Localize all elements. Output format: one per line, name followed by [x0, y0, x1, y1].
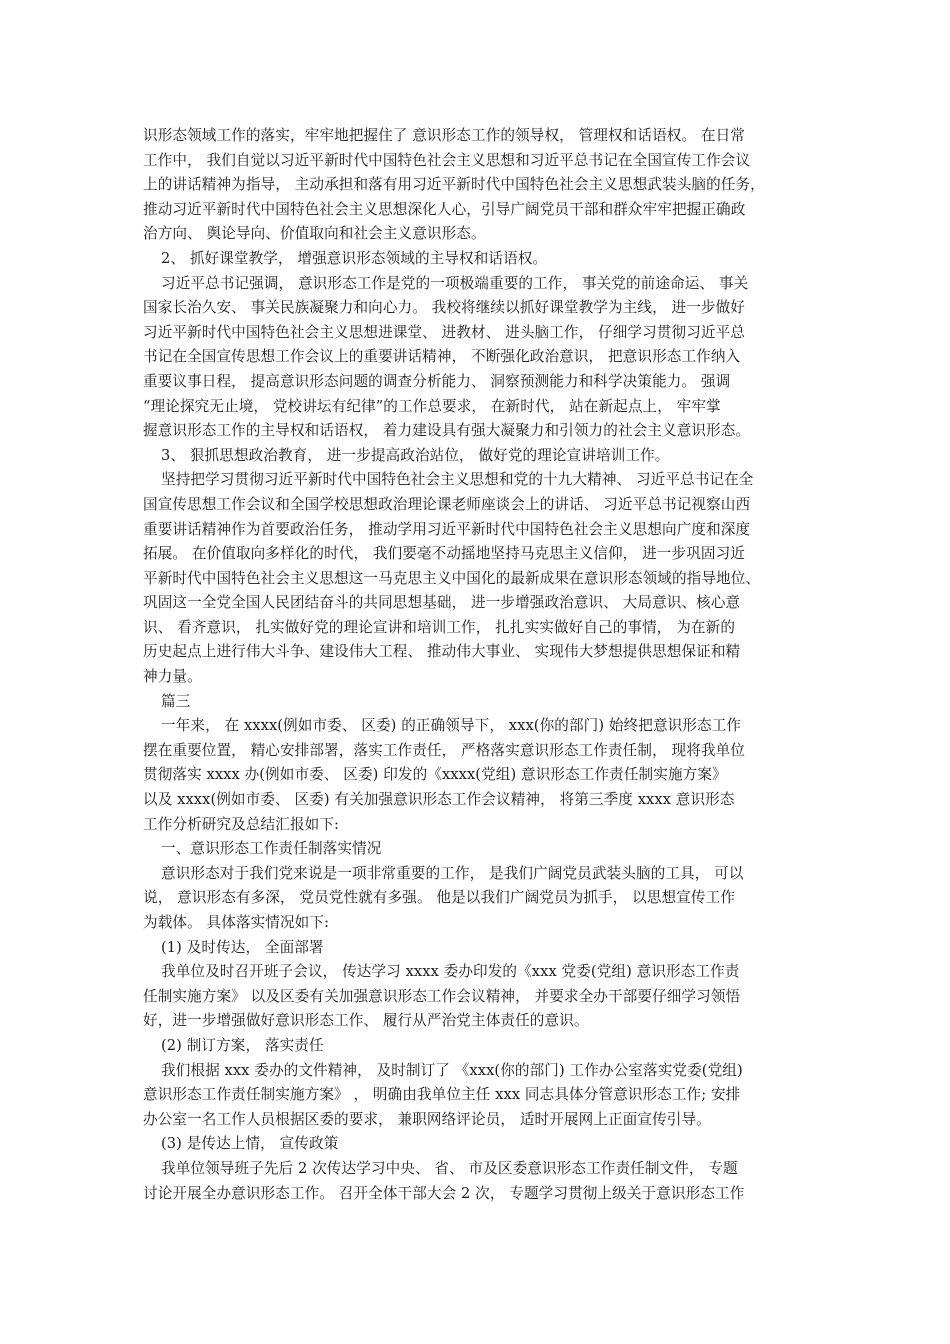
text-line: 篇三 [161, 692, 191, 710]
text-line: 以及 xxxx(例如市委、 区委) 有关加强意识形态工作会议精神， 将第三季度 xxxx 意识形态 [143, 791, 735, 809]
text-line: 平新时代中国特色社会主义思想这一马克思主义中国化的最新成果在意识形态领域的指导地位、 [143, 569, 761, 587]
text-line: 上的讲话精神为指导， 主动承担和落有用习近平新时代中国特色社会主义思想武装头脑的任务， [143, 176, 765, 194]
text-line: 2、 抓好课堂教学， 增强意识形态领域的主导权和话语权。 [161, 249, 548, 267]
text-line: 3、 狠抓思想政治教育， 进一步提高政治站位， 做好党的理论宣讲培训工作。 [161, 446, 670, 464]
text-line: 国宣传思想工作会议和全国学校思想政治理论课老师座谈会上的讲话、 习近平总书记视察山西 [143, 495, 751, 513]
text-line: 办公室一名工作人员根据区委的要求， 兼职网络评论员， 适时开展网上正面宣传引导。 [143, 1110, 711, 1128]
text-line: 历史起点上进行伟大斗争、建设伟大工程、 推动伟大事业、 实现伟大梦想提供思想保证和精 [143, 643, 741, 661]
text-line: 一年来， 在 xxxx(例如市委、 区委) 的正确领导下， xxx(你的部门) 始终把意识形态工作 [161, 717, 742, 735]
text-line: 习近平新时代中国特色社会主义思想进课堂、 进教材、 进头脑工作， 仔细学习贯彻习近平总 [143, 323, 745, 341]
text-line: 我单位及时召开班子会议， 传达学习 xxxx 委办印发的《xxx 党委(党组) 意识形态工作责 [161, 963, 740, 981]
text-line: (3) 是传达上情， 宣传政策 [161, 1135, 339, 1153]
text-line: 识形态领域工作的落实，牢牢地把握住了 意识形态工作的领导权， 管理权和话语权。 在日常 [143, 127, 745, 144]
text-line: 意识形态工作责任制实施方案》 ， 明确由我单位主任 xxx 同志具体分管意识形态工作; 安排 [143, 1086, 741, 1104]
document-body [143, 124, 823, 1206]
text-line: 我单位领导班子先后 2 次传达学习中央、 省、 市及区委意识形态工作责任制文件， 专题 [161, 1159, 738, 1177]
text-line: 治方向、 舆论导向、价值取向和社会主义意识形态。 [143, 225, 486, 243]
text-line: 巩固这一全党全国人民团结奋斗的共同思想基础， 进一步增强政治意识、 大局意识、核心意 [143, 594, 741, 612]
text-line: 摆在重要位置， 精心安排部署，落实工作责任， 严格落实意识形态工作责任制， 现将我单位 [143, 741, 745, 759]
text-line: 工作分析研究及总结汇报如下: [143, 815, 340, 833]
text-line: 识、 看齐意识， 扎实做好党的理论宣讲和培训工作， 扎扎实实做好自己的事情， 为在新的 [143, 618, 736, 636]
text-line: 贯彻落实 xxxx 办(例如市委、 区委) 印发的《xxxx(党组) 意识形态工作责任制实施方案》 [143, 766, 727, 784]
text-line: 国家长治久安、 事关民族凝聚力和向心力。 我校将继续以抓好课堂教学为主线， 进一步做好 [143, 299, 745, 317]
text-line: 意识形态对于我们党来说是一项非常重要的工作， 是我们广阔党员武装头脑的工具， 可以 [161, 864, 744, 882]
text-line: 拓展。 在价值取向多样化的时代， 我们要毫不动摇地坚持马克思主义信仰， 进一步巩固习近 [143, 545, 745, 563]
text-line: (2) 制订方案， 落实责任 [161, 1036, 324, 1054]
text-line: 好，进一步增强做好意识形态工作、 履行从严治党主体责任的意识。 [143, 1012, 589, 1030]
text-line: 习近平总书记强调， 意识形态工作是党的一项极端重要的工作， 事关党的前途命运、 事关 [161, 274, 749, 292]
text-line: 重要讲话精神作为首要政治任务， 推动学用习近平新时代中国特色社会主义思想向广度和深度 [143, 520, 751, 538]
text-line: 讨论开展全办意识形态工作。 召开全体干部大会 2 次， 专题学习贯彻上级关于意识形态工作 [143, 1184, 745, 1202]
text-line: 握意识形态工作的主导权和话语权， 着力建设具有强大凝聚力和引领力的社会主义意识形态。 [143, 422, 751, 440]
text-line: 任制实施方案》 以及区委有关加强意识形态工作会议精神， 并要求全办干部要仔细学习领悟 [143, 987, 741, 1005]
text-line: 说， 意识形态有多深， 党员党性就有多强。 他是以我们广阔党员为抓手， 以思想宣传工作 [143, 889, 736, 907]
text-line: 坚持把学习贯彻习近平新时代中国特色社会主义思想和党的十九大精神、 习近平总书记在全 [161, 471, 754, 489]
text-line: 书记在全国宣传思想工作会议上的重要讲话精神， 不断强化政治意识， 把意识形态工作纳入 [143, 348, 741, 366]
text-line: 推动习近平新时代中国特色社会主义思想深化人心，引导广阔党员干部和群众牢牢把握正确政 [143, 200, 746, 218]
text-line: “理论探究无止境， 党校讲坛有纪律”的工作总要求， 在新时代， 站在新起点上， 牢牢掌 [143, 397, 721, 415]
text-line: (1) 及时传达， 全面部署 [161, 938, 324, 956]
text-line: 神力量。 [143, 668, 202, 686]
text-line: 重要议事日程， 提高意识形态问题的调查分析能力、 洞察预测能力和科学决策能力。 强调 [143, 372, 731, 390]
text-line: 一、意识形态工作责任制落实情况 [161, 840, 382, 858]
text-line: 我们根据 xxx 委办的文件精神， 及时制订了 《xxx(你的部门) 工作办公室落实党委(党组) [161, 1061, 743, 1079]
text-line: 为载体。 具体落实情况如下: [143, 914, 330, 931]
text-line: 工作中， 我们自觉以习近平新时代中国特色社会主义思想和习近平总书记在全国宣传工作会议 [143, 151, 751, 169]
